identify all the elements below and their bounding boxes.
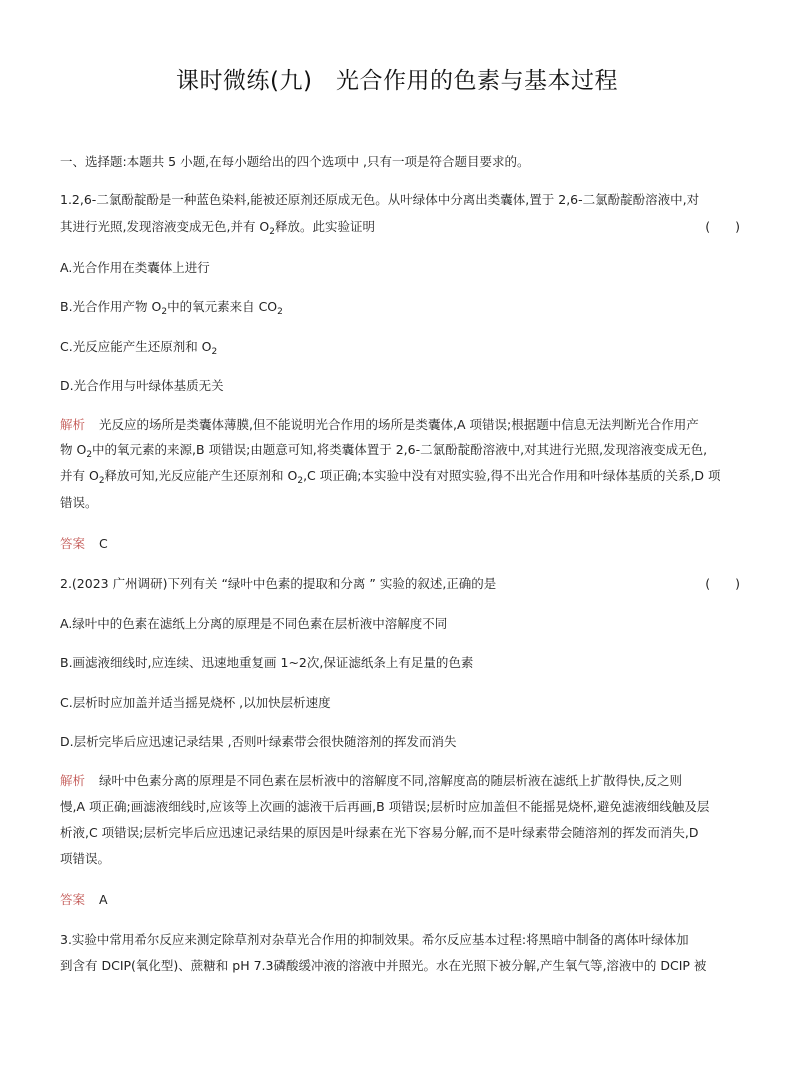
analysis-label: 解析 bbox=[60, 773, 86, 788]
q1-analysis-line3: 并有 $O_2$释放可知,光反应能产生还原剂和 $O_2,C$ 项正确;本实验中没有对照实验,得不出光合作用和叶绿体基质的关系,D 项 bbox=[60, 468, 721, 486]
q2-option-c: C.层析时应加盖并适当摇晃烧杯 ,以加快层析速度 bbox=[60, 695, 331, 710]
q2-analysis-line2: 慢,A 项正确;画滤液细线时,应该等上次画的滤液干后再画,B 项错误;层析时应加盖但不能摇晃烧杯,避免滤液细线触及层 bbox=[60, 799, 710, 814]
q2-answer bbox=[60, 892, 740, 908]
q1-analysis-line2: 物 $O_2$中的氧元素的来源,B 项错误;由题意可知,将类囊体置于 2,6-二氯酚靛酚溶液中,对其进行光照,发现溶液变成无色, bbox=[60, 442, 708, 460]
q1-answer-blank: ( ) bbox=[705, 219, 740, 234]
q2-analysis-line1: 解析 绿叶中色素分离的原理是不同色素在层析液中的溶解度不同,溶解度高的随层析液在滤纸上扩散得快,反之则 bbox=[60, 773, 682, 788]
q1-answer-value: C bbox=[99, 536, 108, 551]
answer-label: 答案 bbox=[60, 892, 86, 907]
q1-answer bbox=[60, 536, 740, 552]
q1-analysis-line1: 解析 光反应的场所是类囊体薄膜,但不能说明光合作用的场所是类囊体,A 项错误;根据题中信息无法判断光合作用产 bbox=[60, 417, 699, 432]
q1-option-c: C.光反应能产生还原剂和 $O_2$ bbox=[60, 339, 218, 357]
q2-option-d: D.层析完毕后应迅速记录结果 ,否则叶绿素带会很快随溶剂的挥发而消失 bbox=[60, 734, 457, 749]
q2-analysis-line3: 析液,C 项错误;层析完毕后应迅速记录结果的原因是叶绿素在光下容易分解,而不是叶绿素带会随溶剂的挥发而消失,D bbox=[60, 825, 699, 840]
q1-stem-line2: 其进行光照,发现溶液变成无色,并有 $O_2$释放。此实验证明 ( ) bbox=[60, 219, 740, 237]
q2-option-a: A.绿叶中的色素在滤纸上分离的原理是不同色素在层析液中溶解度不同 bbox=[60, 616, 448, 631]
q1-option-a: A.光合作用在类囊体上进行 bbox=[60, 260, 210, 275]
page-title: 课时微练(九) 光合作用的色素与基本过程 bbox=[176, 68, 618, 94]
q1-option-b: B.光合作用产物 $O_2$中的氧元素来自 $CO_2$ bbox=[60, 299, 283, 317]
analysis-label: 解析 bbox=[60, 417, 86, 432]
q3-stem-line1: 3.实验中常用希尔反应来测定除草剂对杂草光合作用的抑制效果。希尔反应基本过程:将黑暗中制备的离体叶绿体加 bbox=[60, 932, 689, 947]
q2-answer-blank: ( ) bbox=[705, 576, 740, 591]
q2-analysis-line4: 项错误。 bbox=[60, 851, 111, 866]
q1-stem-line1: 1.2,6-二氯酚靛酚是一种蓝色染料,能被还原剂还原成无色。从叶绿体中分离出类囊体,置于 2,6-二氯酚靛酚溶液中,对 bbox=[60, 192, 700, 207]
answer-label: 答案 bbox=[60, 536, 86, 551]
q2-stem: 2.(2023 广州调研)下列有关 “绿叶中色素的提取和分离 ” 实验的叙述,正确的是 ( ) bbox=[60, 576, 740, 591]
q2-answer-value: A bbox=[99, 892, 108, 907]
q1-option-d: D.光合作用与叶绿体基质无关 bbox=[60, 378, 224, 393]
section-header: 一、选择题:本题共 5 小题,在每小题给出的四个选项中 ,只有一项是符合题目要求的。 bbox=[60, 154, 530, 169]
q3-stem-line2: 到含有 DCIP(氧化型)、蔗糖和 pH 7.3磷酸缓冲液的溶液中并照光。水在光照下被分解,产生氧气等,溶液中的 DCIP 被 bbox=[60, 958, 707, 973]
q2-option-b: B.画滤液细线时,应连续、迅速地重复画 1~2次,保证滤纸条上有足量的色素 bbox=[60, 655, 474, 670]
q1-analysis-line4: 错误。 bbox=[60, 495, 98, 510]
